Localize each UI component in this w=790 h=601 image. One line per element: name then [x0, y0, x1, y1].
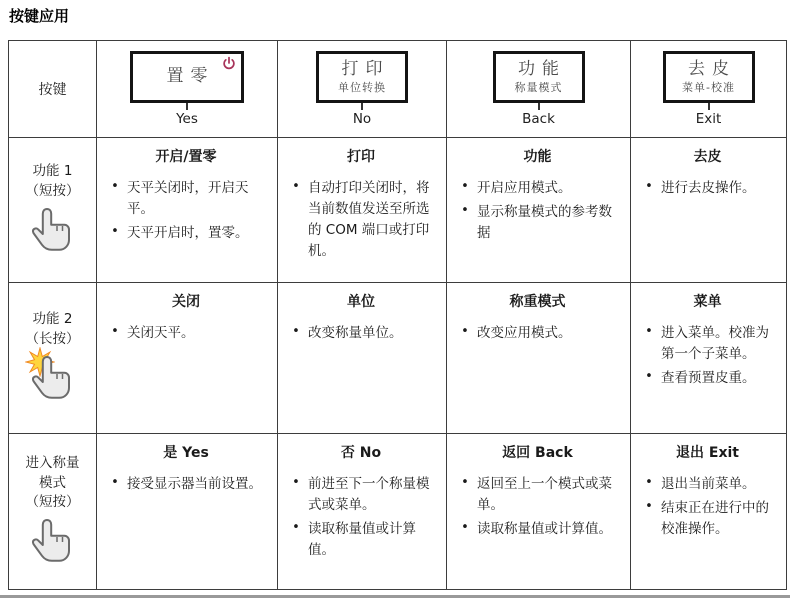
bullet-item [453, 178, 622, 199]
bullet-dot: • [292, 179, 300, 194]
bullet-dot: • [645, 498, 653, 514]
bullet-text: 进入菜单。校准为第一个子菜单。 [661, 325, 769, 362]
bullet-item [637, 178, 778, 199]
bullet-item [637, 368, 778, 389]
action-cell-r1-c4 [631, 138, 786, 283]
power-icon [221, 56, 237, 72]
bullet-dot: • [111, 324, 119, 339]
bullet-dot: • [111, 475, 119, 490]
bullet-dot: • [461, 202, 469, 218]
bullet-dot: • [461, 179, 469, 194]
action-cell-r2-c4 [631, 283, 786, 434]
short-press-hand-icon [29, 517, 77, 569]
bullet-text: 关闭天平。 [127, 325, 195, 341]
bullet-item [453, 519, 622, 540]
bullet-item [637, 474, 778, 495]
action-heading: 否 No [340, 445, 382, 461]
function-key-name: Back [522, 111, 555, 127]
zero-button-image [130, 51, 244, 103]
bullet-text: 天平关闭时，开启天平。 [127, 180, 249, 217]
function-button-label: 功能 [518, 59, 566, 80]
action-heading: 返回 Back [502, 445, 573, 461]
bullet-text: 天平开启时，置零。 [127, 224, 249, 241]
action-heading: 开启/置零 [155, 149, 217, 165]
function-button-image [493, 51, 585, 103]
action-cell-r3-c3 [447, 434, 631, 589]
action-heading: 称重模式 [509, 294, 566, 310]
action-heading: 打印 [347, 149, 375, 165]
action-heading: 菜单 [693, 294, 722, 310]
bullet-item [284, 323, 438, 344]
bullet-dot: • [461, 475, 469, 490]
key-function-table [8, 40, 787, 590]
action-heading: 关闭 [172, 294, 200, 310]
action-cell-r1-c1 [97, 138, 278, 283]
tare-button-image [663, 51, 755, 103]
row-label-text: 功能 2 （长按） [25, 311, 80, 347]
print-key-name: No [352, 111, 372, 127]
bullet-dot: • [461, 324, 469, 339]
bullet-item [103, 223, 269, 244]
button-tick [361, 103, 363, 110]
bullet-text: 读取称量值或计算值。 [477, 520, 612, 537]
bullet-item [453, 474, 622, 516]
tare-button-label: 去皮 [688, 59, 736, 80]
print-button-label: 打印 [341, 59, 390, 80]
bullet-text: 自动打印关闭时，将当前数值发送至所选的 COM 端口或打印机。 [308, 180, 430, 259]
row-label-2 [9, 283, 97, 434]
bullet-dot: • [292, 324, 300, 339]
action-cell-r3-c1 [97, 434, 278, 589]
row-label-text: 功能 1 （短按） [25, 163, 80, 199]
bullet-item [637, 498, 778, 540]
short-press-hand-icon [29, 206, 77, 258]
action-cell-r1-c2 [278, 138, 447, 283]
bullet-text: 退出当前菜单。 [661, 476, 756, 492]
bullet-text: 读取称量值或计算值。 [308, 520, 416, 558]
bullet-dot: • [292, 475, 300, 490]
tare-button-sublabel: 菜单-校准 [682, 80, 735, 94]
action-cell-r3-c2 [278, 434, 447, 589]
action-cell-r1-c3 [447, 138, 631, 283]
bullet-item [284, 519, 438, 561]
bullet-item [103, 178, 269, 220]
button-tick [538, 103, 540, 110]
action-heading: 去皮 [693, 149, 722, 165]
bullet-dot: • [111, 179, 119, 194]
bullet-text: 前进至下一个称量模式或菜单。 [308, 476, 430, 513]
action-heading: 单位 [347, 294, 375, 310]
bullet-item [453, 202, 622, 244]
bullet-item [103, 474, 269, 495]
bullet-text: 接受显示器当前设置。 [127, 476, 262, 492]
bullet-item [637, 323, 778, 365]
action-heading: 退出 Exit [676, 445, 739, 461]
bullet-dot: • [645, 324, 653, 339]
bullet-dot: • [645, 179, 653, 194]
print-button-image [316, 51, 408, 103]
action-cell-r2-c1 [97, 283, 278, 434]
bullet-dot: • [645, 368, 653, 384]
action-heading: 功能 [523, 149, 552, 165]
bullet-text: 结束正在进行中的校准操作。 [661, 499, 769, 537]
bullet-text: 改变应用模式。 [477, 325, 572, 341]
row-label-text: 进入称量 模式 （短按） [25, 455, 80, 511]
action-cell-r2-c2 [278, 283, 447, 434]
bullet-item [284, 178, 438, 262]
action-cell-r3-c4 [631, 434, 786, 589]
bullet-text: 查看预置皮重。 [661, 369, 756, 386]
page-title: 按键应用 [9, 7, 70, 25]
long-press-hand-icon [29, 354, 77, 406]
column-header-print-button [278, 41, 447, 138]
print-button-sublabel: 单位转换 [338, 80, 386, 94]
bullet-text: 显示称量模式的参考数据 [477, 203, 612, 241]
bullet-dot: • [292, 519, 300, 535]
bullet-dot: • [111, 223, 119, 239]
action-heading: 是 Yes [163, 445, 209, 461]
bullet-item [103, 323, 269, 344]
function-button-sublabel: 称量模式 [514, 80, 563, 94]
zero-key-name: Yes [176, 111, 198, 127]
keys-header-label: 按键 [38, 82, 67, 98]
action-cell-r2-c3 [447, 283, 631, 434]
zero-button-label: 置零 [166, 66, 215, 87]
row-label-3 [9, 434, 97, 589]
column-header-function-button [447, 41, 631, 138]
bullet-text: 改变称量单位。 [308, 325, 403, 341]
button-tick [708, 103, 710, 110]
column-header-zero-button [97, 41, 278, 138]
bullet-item [453, 323, 622, 344]
tare-key-name: Exit [695, 111, 722, 127]
column-header-tare-button [631, 41, 786, 138]
row-label-1 [9, 138, 97, 283]
bullet-dot: • [645, 475, 653, 490]
bullet-text: 开启应用模式。 [477, 180, 572, 196]
bullet-item [284, 474, 438, 516]
bullet-dot: • [461, 519, 469, 535]
page-divider [0, 595, 790, 598]
bullet-text: 返回至上一个模式或菜单。 [477, 476, 612, 513]
column-header-keys [9, 41, 97, 138]
button-tick [186, 103, 188, 110]
bullet-text: 进行去皮操作。 [661, 180, 756, 196]
